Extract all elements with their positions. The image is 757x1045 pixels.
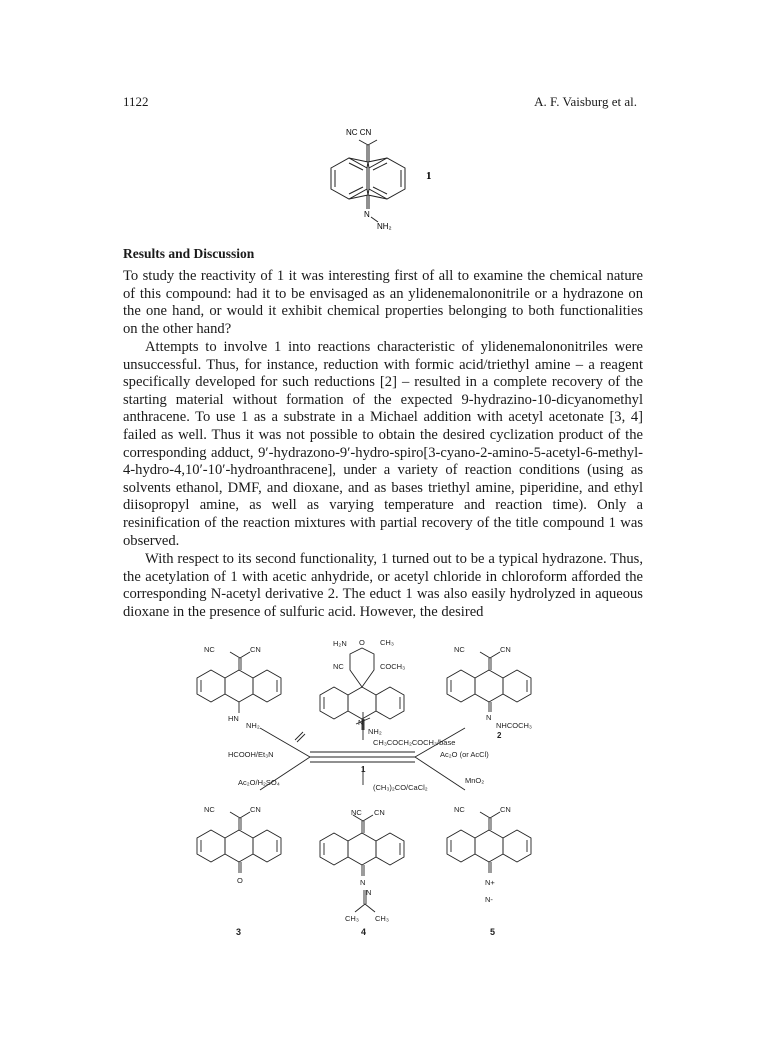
compound-1-structure — [300, 118, 500, 248]
scheme-coch3: COCH₃ — [380, 662, 406, 671]
reaction-scheme — [190, 630, 590, 950]
scheme-cn-4: CN — [374, 808, 385, 817]
scheme-hn: HN — [228, 714, 239, 723]
scheme-nh2-1: NH₂ — [246, 721, 260, 730]
scheme-n-2: N — [486, 713, 492, 722]
scheme-nh2-spiro: NH₂ — [368, 727, 382, 736]
reagent-acac: CH₃COCH₂COCH₃/base — [373, 738, 456, 747]
running-author: A. F. Vaisburg et al. — [534, 94, 637, 109]
paragraph-1: To study the reactivity of 1 it was interesting first of all to examine the chemical nature of this compound: had it to be envisaged as an ylidenemalononitrile or a hydrazone on the one hand, or would it exhibit chemical properties belonging to both functionalities on the other hand? — [123, 268, 643, 337]
reagent-ac2o-h2so4: Ac₂O/H₂SO₄ — [238, 778, 280, 787]
scheme-o: O — [359, 638, 365, 647]
compound-3-label: 3 — [236, 927, 242, 937]
scheme-cn-3: CN — [250, 805, 261, 814]
scheme-nc-3: NC — [204, 805, 215, 814]
scheme-n-plus: N+ — [485, 878, 495, 887]
compound-1-nh2: NH₂ — [377, 222, 392, 231]
reagent-ac2o: Ac₂O (or AcCl) — [440, 750, 489, 759]
scheme-nhcoch3: NHCOCH₃ — [496, 721, 532, 730]
scheme-cn-2: CN — [500, 645, 511, 654]
scheme-cn-5: CN — [500, 805, 511, 814]
reagent-acetone: (CH₃)₂CO/CaCl₂ — [373, 783, 428, 792]
scheme-ch3-4b: CH₃ — [375, 914, 389, 923]
scheme-nc-spiro: NC — [333, 662, 344, 671]
scheme-nc-5: NC — [454, 805, 465, 814]
scheme-n-spiro: N — [358, 718, 364, 727]
page-number: 1122 — [123, 94, 149, 109]
paragraph-3: With respect to its second functionality, 1 turned out to be a typical hydrazone. Thus, the acetylation of 1 with acetic anhydride, or acetyl chloride in chloroform afforded the corresponding N-acetyl derivative 2. The educt 1 was also easily hydrolyzed in aqueous dioxane in the presence of sulfuric acid. However, the desired — [123, 551, 643, 620]
compound-4-label: 4 — [361, 927, 367, 937]
reagent-formic: HCOOH/Et₃N — [228, 750, 274, 759]
scheme-n-4b: N — [366, 888, 372, 897]
scheme-n-4a: N — [360, 878, 366, 887]
scheme-n-minus: N- — [485, 895, 493, 904]
scheme-ch3-4a: CH₃ — [345, 914, 359, 923]
compound-1-label: 1 — [426, 170, 432, 182]
scheme-nc-1: NC — [204, 645, 215, 654]
section-title: Results and Discussion — [123, 246, 255, 261]
scheme-nc-4: NC — [351, 808, 362, 817]
compound-5-label: 5 — [490, 927, 496, 937]
compound-1-n: N — [364, 210, 370, 219]
scheme-o-3: O — [237, 876, 243, 885]
compound-2-label: 2 — [497, 731, 502, 740]
scheme-cn-1: CN — [250, 645, 261, 654]
compound-1-nc-cn: NC CN — [346, 128, 372, 137]
scheme-center-label: 1 — [361, 765, 366, 774]
scheme-ch3-top: CH₃ — [380, 638, 394, 647]
scheme-h2n: H₂N — [333, 639, 347, 648]
reagent-mno2: MnO₂ — [465, 776, 485, 785]
scheme-nc-2: NC — [454, 645, 465, 654]
paragraph-2: Attempts to involve 1 into reactions characteristic of ylidenemalononitriles were unsuccessful. Thus, for instance, reduction with formic acid/triethyl amine – a reagent specifically developed for such reductions [2] – resulted in a complete recovery of the starting material without formation of the expected 9-hydrazino-10-dicyanomethyl anthracene. To use 1 as a substrate in a Michael addition with acetyl acetonate [3, 4] failed as well. Thus it was not possible to obtain the desired cyclization product of the corresponding adduct, 9′-hydrazono-9′-hydro-spiro[3-cyano-2-amino-5-acetyl-6-methyl-4-hydro-4,10′-10′-hydroanthracene], under a variety of reaction conditions (using as solvents ethanol, DMF, and dioxane, and as bases triethyl amine, piperidine, and ethyl diisopropyl amine, as well as varying temperature and reaction time). Only a resinification of the reaction mixtures with partial recovery of the title compound 1 was observed. — [123, 339, 643, 549]
